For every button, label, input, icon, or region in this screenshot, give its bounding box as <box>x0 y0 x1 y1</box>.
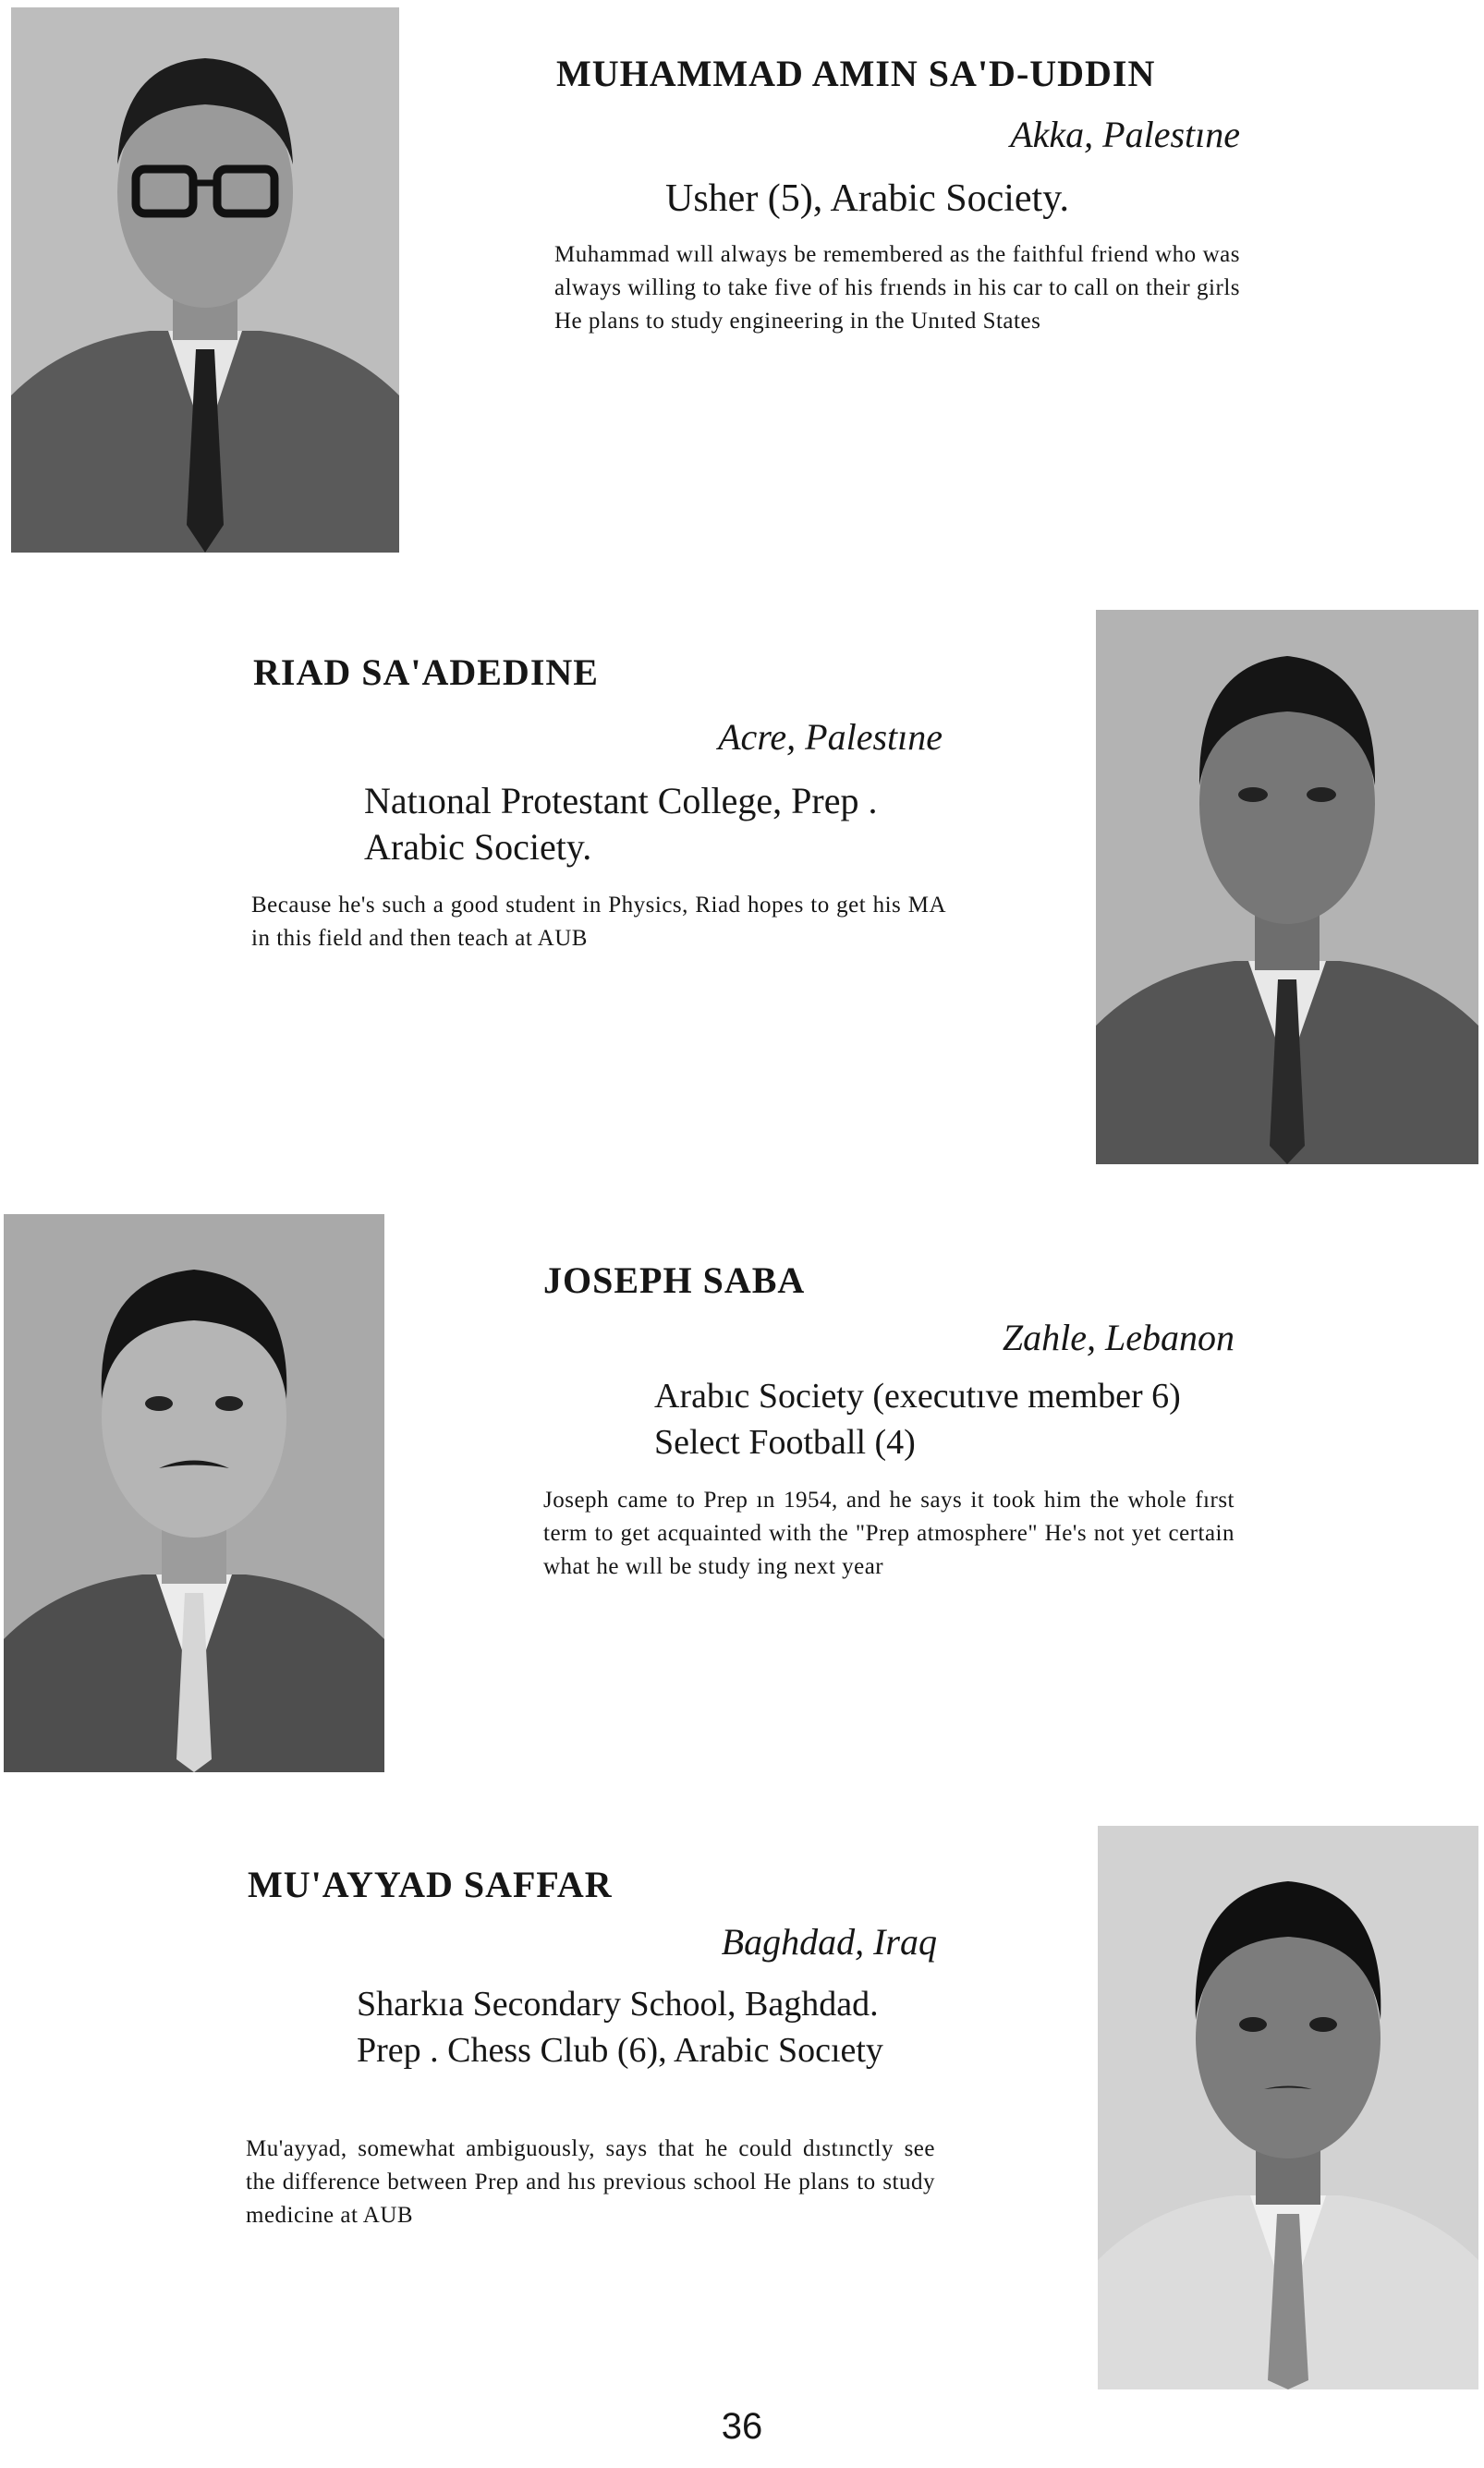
portrait-photo-4 <box>1098 1826 1478 2389</box>
student-hometown: Zahle, Lebanon <box>1002 1317 1235 1358</box>
student-activities: Sharkıa Secondary School, Baghdad. Prep . Chess Club (6), Arabic Socıety <box>357 1985 883 2070</box>
portrait-photo-icon <box>4 1214 384 1772</box>
student-name: MUHAMMAD AMIN SA'D-UDDIN <box>556 53 1156 94</box>
student-name: RIAD SA'ADEDINE <box>253 651 599 693</box>
portrait-photo-icon <box>1098 1826 1478 2389</box>
student-hometown: Acre, Palestıne <box>718 716 943 758</box>
portrait-photo-icon <box>1096 610 1478 1164</box>
student-description: Joseph came to Prep ın 1954, and he says it took him the whole fırst term to get acquainted with the "Prep atmosphere" He's not yet certain what he wıll be study ing next year <box>543 1488 1235 1579</box>
student-hometown: Akka, Palestıne <box>1010 114 1240 155</box>
portrait-photo-1 <box>11 7 399 553</box>
portrait-photo-3 <box>4 1214 384 1772</box>
student-description: Because he's such a good student in Physics, Riad hopes to get his MA in this field and then teach at AUB <box>251 893 946 951</box>
portrait-photo-icon <box>11 7 399 553</box>
student-hometown: Baghdad, Iraq <box>721 1921 937 1963</box>
student-name: MU'AYYAD SAFFAR <box>248 1864 613 1905</box>
student-name: JOSEPH SABA <box>543 1259 806 1301</box>
page-number: 36 <box>721 2406 763 2447</box>
student-activities: Natıonal Protestant College, Prep . Arabic Society. <box>364 780 878 868</box>
student-description: Mu'ayyad, somewhat ambiguously, says that he could dıstınctly see the difference between Prep and hıs previous school He plans to study medicine at AUB <box>246 2136 935 2228</box>
student-activities: Usher (5), Arabic Society. <box>665 177 1069 220</box>
student-description: Muhammad wıll always be remembered as the faithful friend who was always willing to take five of his frıends in his car to call on their girls He plans to study engineering in the Unıted States <box>554 242 1240 334</box>
student-activities: Arabıc Society (executıve member 6) Select Football (4) <box>654 1377 1181 1462</box>
portrait-photo-2 <box>1096 610 1478 1164</box>
